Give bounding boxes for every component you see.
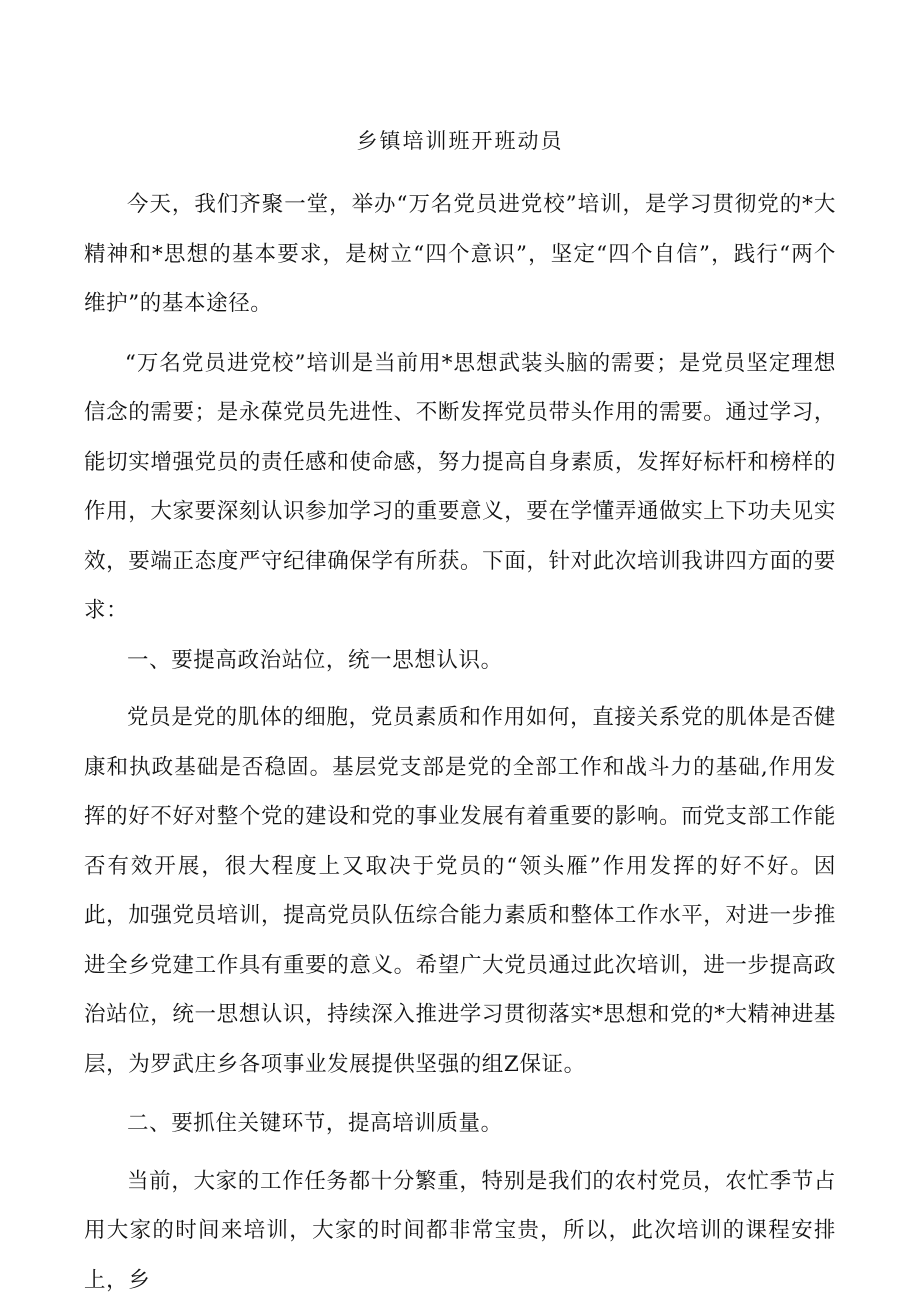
paragraph-section-2: 当前，大家的工作任务都十分繁重，特别是我们的农村党员，农忙季节占用大家的时间来培训，大家的时间都非常宝贵，所以，此次培训的课程安排上，乡 — [84, 1157, 836, 1305]
paragraph-section-1: 党员是党的肌体的细胞，党员素质和作用如何，直接关系党的肌体是否健康和执政基础是否稳固。基层党支部是党的全部工作和战斗力的基础,作用发挥的好不好对整个党的建设和党的事业发展有着重要的影响。而党支部工作能否有效开展，很大程度上又取决于党员的“领头雁”作用发挥的好不好。因此，加强党员培训，提高党员队伍综合能力素质和整体工作水平，对进一步推进全乡党建工作具有重要的意义。希望广大党员通过此次培训，进一步提高政治站位，统一思想认识，持续深入推进学习贯彻落实*思想和党的*大精神进基层，为罗武庄乡各项事业发展提供坚强的组Z保证。 — [84, 693, 836, 1089]
paragraph-intro: 今天，我们齐聚一堂，举办“万名党员进党校”培训，是学习贯彻党的*大精神和*思想的基本要求，是树立“四个意识”，坚定“四个自信”，践行“两个维护”的基本途径。 — [84, 180, 836, 329]
section-heading-1: 一、要提高政治站位，统一思想认识。 — [84, 636, 836, 686]
document-body — [84, 180, 836, 1305]
paragraph-training-needs: “万名党员进党校”培训是当前用*思想武装头脑的需要；是党员坚定理想信念的需要；是永葆党员先进性、不断发挥党员带头作用的需要。通过学习，能切实增强党员的责任感和使命感，努力提高自身素质，发挥好标杆和榜样的作用，大家要深刻认识参加学习的重要意义，要在学懂弄通做实上下功夫见实效，要端正态度严守纪律确保学有所获。下面，针对此次培训我讲四方面的要求： — [84, 339, 836, 636]
document-title: 乡镇培训班开班动员 — [0, 126, 920, 156]
section-heading-2: 二、要抓住关键环节，提高培训质量。 — [84, 1099, 836, 1149]
